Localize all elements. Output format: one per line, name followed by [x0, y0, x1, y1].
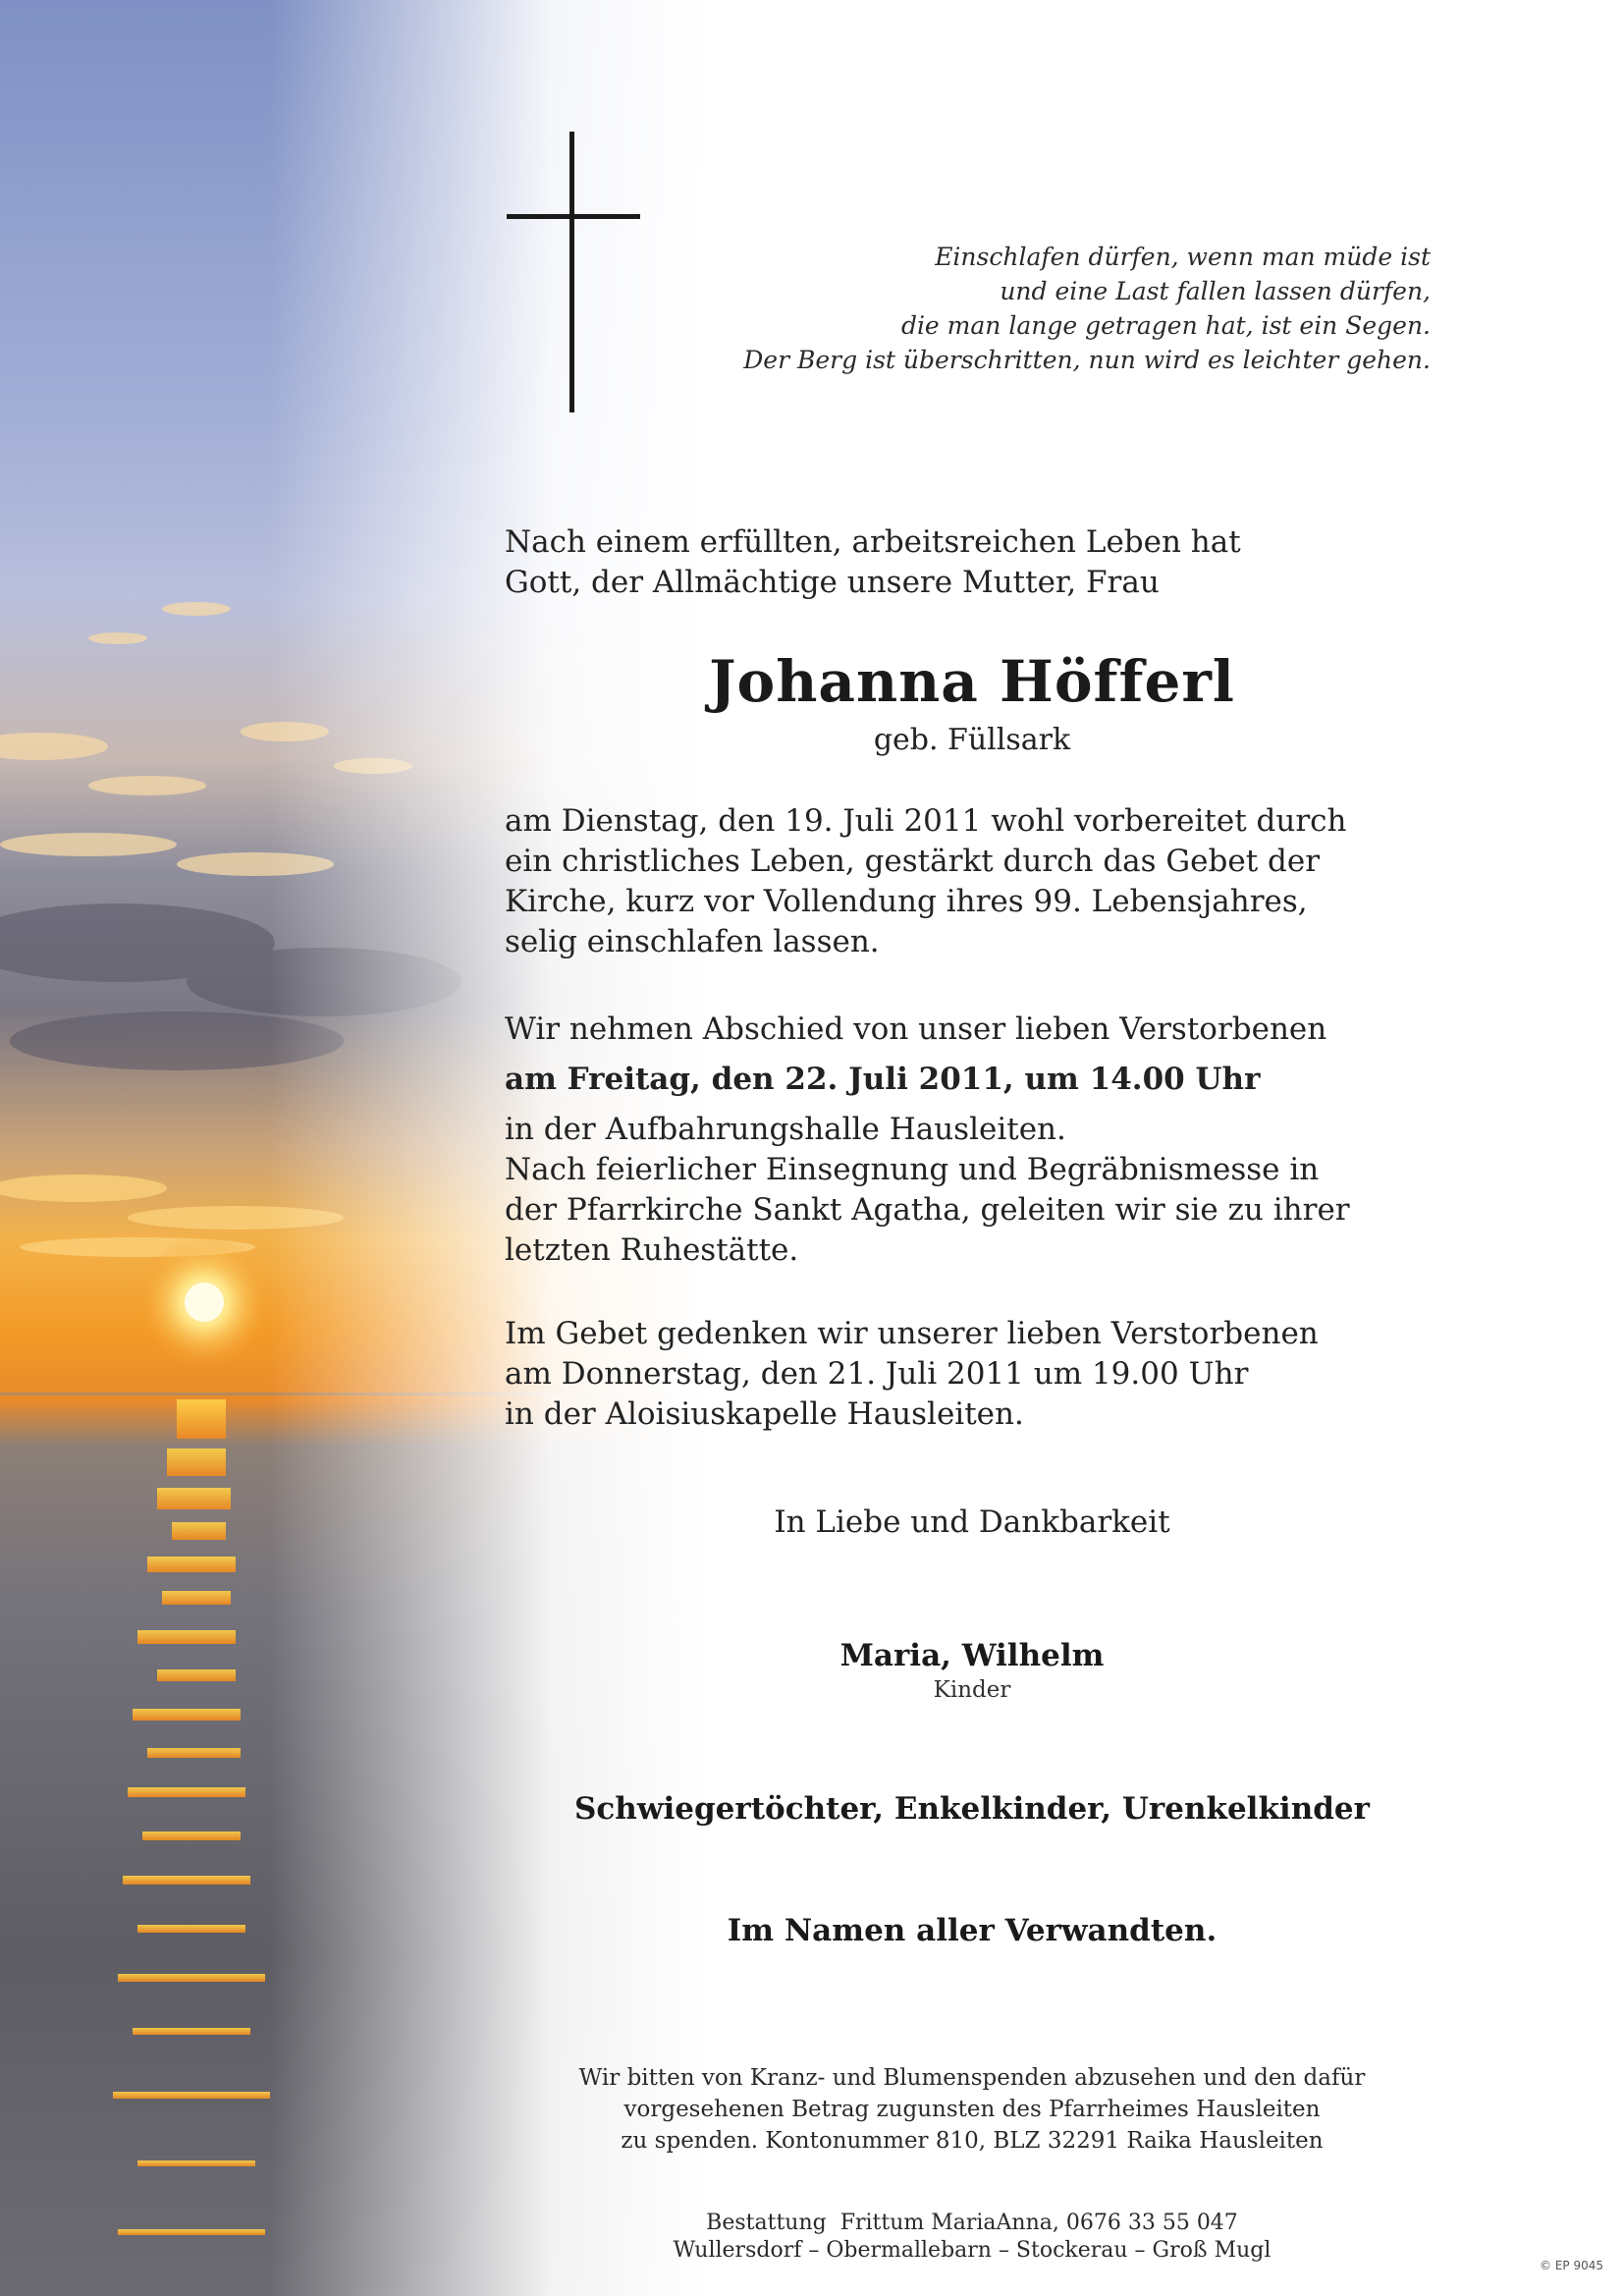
prayer-line: in der Aloisiuskapelle Hausleiten. [505, 1396, 1024, 1432]
funeral-home-info [491, 2210, 1453, 2265]
quote-line: die man lange getragen hat, ist ein Segen. [900, 311, 1431, 340]
death-line: am Dienstag, den 19. Juli 2011 wohl vorbereitet durch [505, 803, 1347, 839]
intro-paragraph [505, 522, 1241, 603]
death-line: Kirche, kurz vor Vollendung ihres 99. Lebensjahres, [505, 884, 1308, 919]
memorial-quote [547, 240, 1431, 377]
farewell-detail-line: in der Aufbahrungshalle Hausleiten. [505, 1112, 1066, 1147]
farewell-detail-line: der Pfarrkirche Sankt Agatha, geleiten wir sie zu ihrer [505, 1192, 1350, 1228]
quote-line: und eine Last fallen lassen dürfen, [1000, 277, 1431, 305]
donation-note [491, 2062, 1453, 2157]
death-line: ein christliches Leben, gestärkt durch das Gebet der [505, 844, 1321, 879]
deceased-name: Johanna Höfferl [709, 648, 1235, 715]
quote-line: Einschlafen dürfen, wenn man müde ist [935, 243, 1431, 271]
donation-line: zu spenden. Kontonummer 810, BLZ 32291 Raika Hausleiten [621, 2128, 1324, 2154]
all-relatives-line: Im Namen aller Verwandten. [727, 1913, 1217, 1948]
death-paragraph [505, 801, 1346, 962]
closing-line: In Liebe und Dankbarkeit [774, 1504, 1170, 1540]
farewell-paragraph [505, 1010, 1350, 1271]
signers-names: Maria, Wilhelm [839, 1638, 1105, 1673]
farewell-detail-line: Nach feierlicher Einsegnung und Begräbnismesse in [505, 1152, 1320, 1187]
farewell-detail-line: letzten Ruhestätte. [505, 1232, 799, 1268]
intro-line: Nach einem erfüllten, arbeitsreichen Leben hat [505, 524, 1241, 560]
relatives-line: Schwiegertöchter, Enkelkinder, Urenkelkinder [574, 1791, 1370, 1827]
intro-line: Gott, der Allmächtige unsere Mutter, Frau [505, 565, 1160, 600]
donation-line: vorgesehenen Betrag zugunsten des Pfarrheimes Hausleiten [623, 2097, 1321, 2122]
farewell-date-time: am Freitag, den 22. Juli 2011, um 14.00 Uhr [505, 1062, 1261, 1097]
print-code: © EP 9045 [1540, 2259, 1603, 2272]
quote-line: Der Berg ist überschritten, nun wird es leichter gehen. [743, 346, 1431, 374]
funeral-home-line: Wullersdorf – Obermallebarn – Stockerau – Groß Mugl [673, 2238, 1271, 2263]
donation-line: Wir bitten von Kranz- und Blumenspenden abzusehen und den dafür [578, 2065, 1366, 2091]
death-line: selig einschlafen lassen. [505, 924, 880, 959]
prayer-paragraph [505, 1314, 1319, 1435]
funeral-home-line: Bestattung Frittum MariaAnna, 0676 33 55 047 [706, 2211, 1238, 2235]
farewell-intro: Wir nehmen Abschied von unser lieben Verstorbenen [505, 1011, 1327, 1047]
signers-relation: Kinder [933, 1677, 1011, 1703]
maiden-name: geb. Füllsark [873, 723, 1071, 757]
prayer-line: am Donnerstag, den 21. Juli 2011 um 19.00 Uhr [505, 1356, 1249, 1392]
prayer-line: Im Gebet gedenken wir unserer lieben Verstorbenen [505, 1316, 1319, 1351]
cross-horizontal-bar [507, 214, 640, 219]
